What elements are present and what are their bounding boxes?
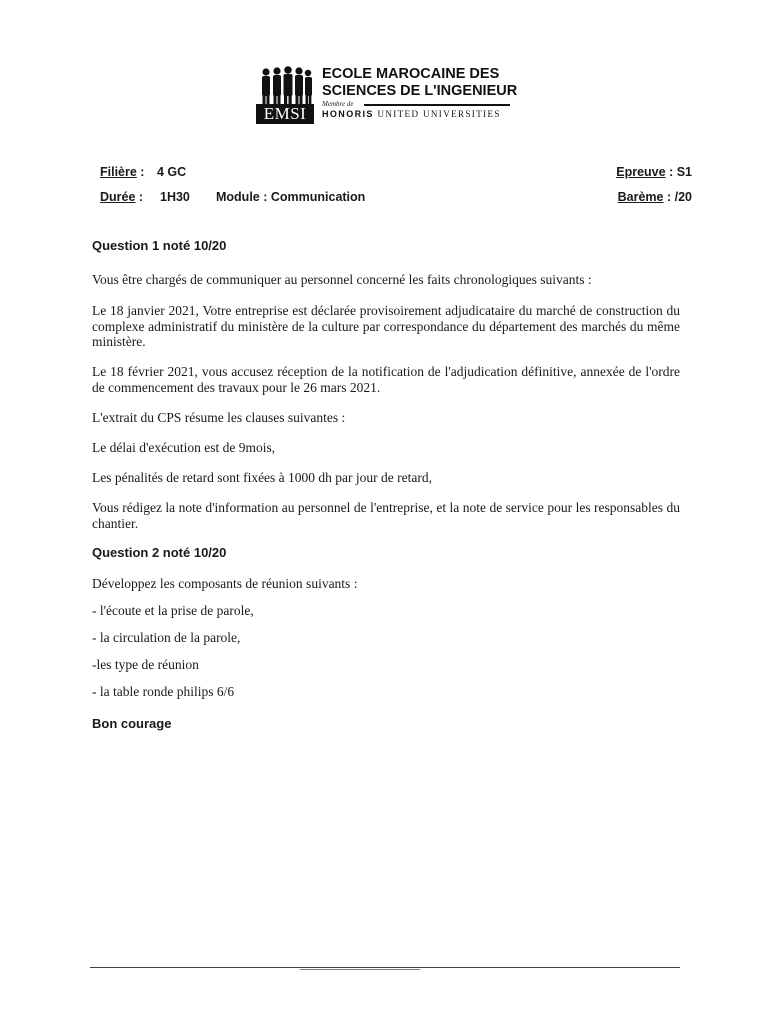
people-silhouette-icon: [258, 66, 312, 106]
question1-paragraph-1: Le 18 janvier 2021, Votre entreprise est déclarée provisoirement adjudicataire du marché de construction du complexe administratif du ministère de la culture par correspondance du département des marchés du même ministère.: [92, 303, 680, 349]
network-name-rest: UNITED UNIVERSITIES: [373, 109, 501, 119]
question2-title: Question 2 noté 10/20: [92, 545, 227, 560]
member-label: Membre de: [322, 100, 354, 108]
question1-paragraph-6: Vous rédigez la note d'information au personnel de l'entreprise, et la note de service pour les responsables du chantier.: [92, 500, 680, 531]
school-name-line1: ECOLE MAROCAINE DES: [322, 66, 500, 82]
module-text: Module : Communication: [216, 190, 366, 204]
emsi-logo-mark: [256, 66, 314, 124]
filiere-separator: :: [136, 165, 145, 179]
epreuve-field: [616, 165, 692, 179]
question1-paragraph-2: Le 18 février 2021, vous accusez réception de la notification de l'adjudication définitive, annexée de l'ordre de commencement des travaux pour le 26 mars 2021.: [92, 364, 680, 395]
list-item: -les type de réunion: [92, 657, 199, 672]
list-item: - l'écoute et la prise de parole,: [92, 603, 254, 618]
duree-separator: :: [135, 190, 144, 204]
epreuve-value: : S1: [665, 165, 692, 179]
network-name-bold: HONORIS: [322, 109, 374, 119]
duree-label: Durée: [100, 190, 136, 204]
emsi-logo-text: EMSI: [256, 104, 314, 124]
closing-text: Bon courage: [92, 716, 172, 731]
duree-field: [100, 190, 143, 204]
filiere-field: [100, 165, 144, 179]
footer-rule-secondary: [300, 969, 420, 970]
bareme-value: : /20: [663, 190, 692, 204]
question1-paragraph-5: Les pénalités de retard sont fixées à 1000 dh par jour de retard,: [92, 470, 432, 485]
footer-rule: [90, 967, 680, 968]
bareme-label: Barème: [617, 190, 664, 204]
filiere-value: 4 GC: [157, 165, 187, 179]
question1-paragraph-3: L'extrait du CPS résume les clauses suivantes :: [92, 410, 346, 425]
member-rule: [364, 104, 510, 106]
network-name: [322, 109, 522, 120]
question1-title: Question 1 noté 10/20: [92, 238, 227, 253]
epreuve-label: Epreuve: [616, 165, 666, 179]
duree-value: 1H30: [160, 190, 190, 204]
question1-paragraph-4: Le délai d'exécution est de 9mois,: [92, 440, 276, 455]
member-label-row: [322, 100, 522, 109]
list-item: - la circulation de la parole,: [92, 630, 241, 645]
filiere-label: Filière: [100, 165, 137, 179]
question1-intro: Vous être chargés de communiquer au personnel concerné les faits chronologiques suivants :: [92, 272, 592, 287]
list-item: - la table ronde philips 6/6: [92, 684, 235, 699]
bareme-field: [618, 190, 692, 204]
school-name-block: [322, 66, 522, 120]
question2-intro: Développez les composants de réunion suivants :: [92, 576, 358, 591]
school-name-line2: SCIENCES DE L'INGENIEUR: [322, 83, 518, 99]
school-logo: [256, 66, 516, 126]
